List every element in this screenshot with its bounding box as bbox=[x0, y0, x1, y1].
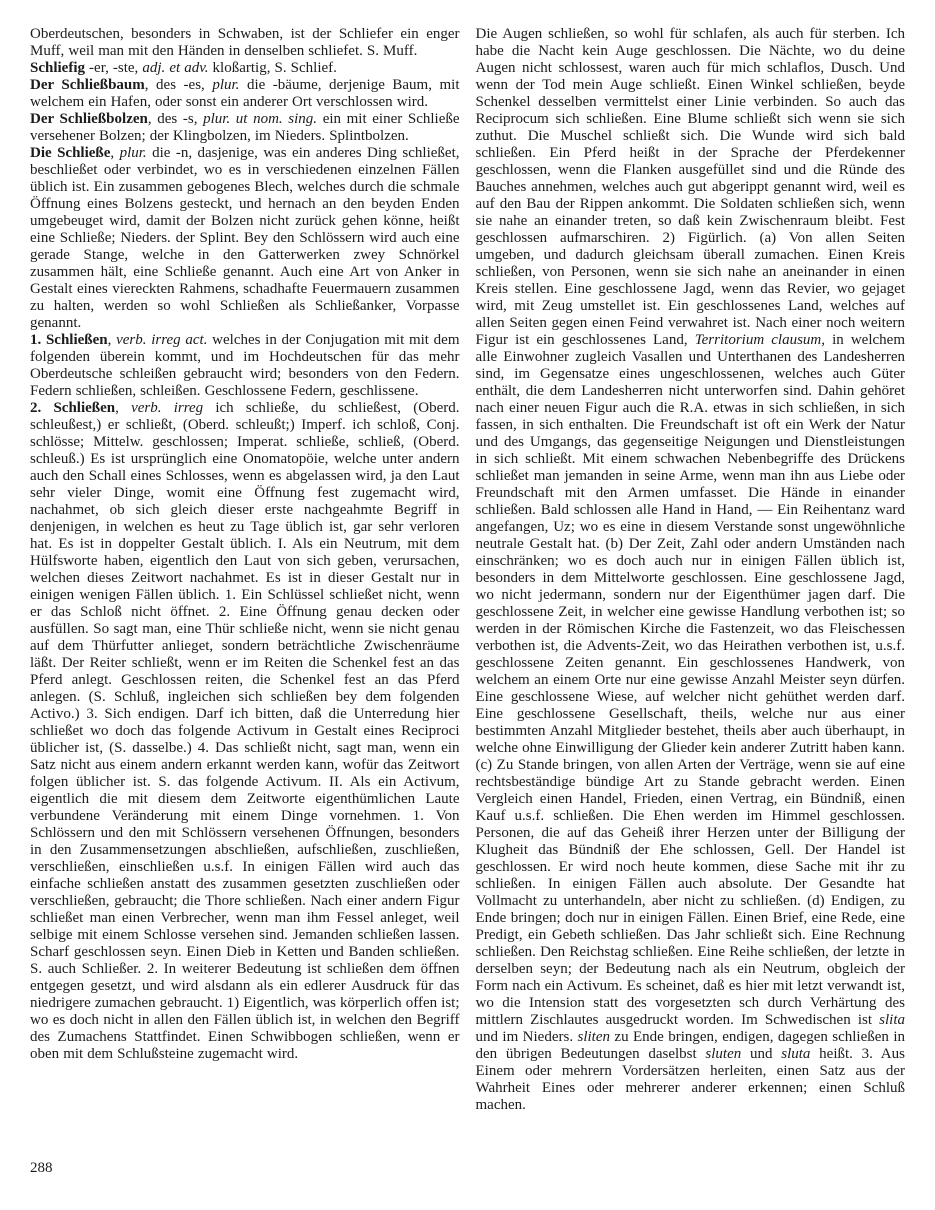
text-run: , bbox=[110, 145, 120, 161]
paragraph bbox=[30, 400, 460, 1063]
text-run: und bbox=[741, 1046, 782, 1062]
paragraph bbox=[30, 111, 460, 145]
text-run: Territorium clausum, bbox=[694, 332, 825, 348]
text-run: und im Nieders. bbox=[475, 1029, 578, 1045]
text-run: -er, -ste, bbox=[85, 60, 143, 76]
column-left bbox=[30, 26, 460, 1114]
text-run: heißt. 3. Aus Einem oder mehrern Vordersätzen herleiten, einen Satz aus der Wahrheit Eines oder mehrerer anderer erkennen; einen Schluß machen. bbox=[475, 1046, 905, 1113]
text-run: , des -s, bbox=[147, 111, 204, 127]
column-right bbox=[476, 26, 906, 1114]
page-number: 288 bbox=[30, 1160, 53, 1176]
paragraph bbox=[30, 26, 460, 60]
headword: Der Schließbaum bbox=[30, 77, 145, 93]
text-run: plur. ut nom. sing. bbox=[203, 111, 318, 127]
text-run: kloßartig, S. Schlief. bbox=[208, 60, 337, 76]
text-run: verb. irreg act. bbox=[116, 332, 208, 348]
headword: Schliefig bbox=[30, 60, 85, 76]
text-run: Die Augen schließen, so wohl für schlafen, als auch für sterben. Ich habe die Nacht kein Auge geschlossen. Die Nächte, wo du deine Augen nicht schlossest, waren auch für mich schlaflos, Dusch. Und wenn der Tod mein Auge schließt. Einen Winkel schließen, beyde Schenkel desselben vermittelst einer Linie verbinden. So auch das Reciprocum sich schließen. Eine Blume schließt sich wenn sie sich zuthut. Die Muschel schließt sich. Die Wunde wird sich bald schließen. Ein Pferd heißt in der Sprache der Pferdekenner geschlossen, wenn die Flanken ausgefüllet sind und die Ründe des Bauches annehmen, welches auch gut abgerippt genannt wird, weil es auf den Bau der Rippen ankommt. Die Soldaten schließen sich, wenn sie nahe an einander treten, so daß kein Zwischenraum bleibt. Fest geschlossen aufmarschiren. 2) Figürlich. (a) Von allen Seiten umgeben, und dadurch gleichsam überall zumachen. Einen Kreis schließen, von Personen, wenn sie sich nahe an aneinander in einen Kreis stellen. Eine geschlossene Jagd, wenn das Revier, wo gejaget wird, mit Zeug umstellet ist. Ein geschlossenes Land, welches auf allen Seiten gegen einen Feind verwahret ist. Nach einer noch weitern Figur ist ein geschlossenes Land, bbox=[475, 26, 905, 348]
text-run: plur. bbox=[212, 77, 240, 93]
headword: 2. Schließen bbox=[30, 400, 116, 416]
text-run: sluta bbox=[781, 1046, 811, 1062]
text-run: ich schließe, du schließest, (Oberd. schleußest,) er schließt, (Oberd. schleußt;) Imperf. ich schloß, Conj. schlösse; Mittelw. geschlossen; Imperat. schließe, schließ, (Oberd. schleuß.) Es ist ursprünglich eine Onomatopöie, welche unter andern auch den Schall eines Schlosses, wenn es abgelassen wird, ja den Laut sehr vieler Dinge, womit eine Öffnung fest zugemacht wird, nachahmet, ob sich gleich dieser erste nachgeahmte Begriff in denjenigen, in welchen es heut zu Tage üblich ist, gar sehr verloren hat. Es ist in doppelter Gestalt üblich. I. Als ein Neutrum, mit dem Hülfsworte haben, eigentlich den Laut von sich geben, verursachen, welchen dieses Zeitwort nachahmet. Es ist in dieser Gestalt nur in einigen wenigen Fällen üblich. 1. Ein Schlüssel schließet nicht, wenn er das Schloß nicht öffnet. 2. Eine Öffnung genau decken oder ausfüllen. So sagt man, eine Thür schließe nicht, wenn sie nicht genau auf dem Thürfutter anlieget, sondern beträchtliche Zwischenräume läßt. Der Reiter schließt, wenn er im Reiten die Schenkel fest an das Pferd anlegt. Geschlossen reiten, die Schenkel fest an das Pferd anlegen. (S. Schluß, ingleichen sich schließen bey dem folgenden Activo.) 3. Sich endigen. Darf ich bitten, daß die Unterredung hier schließet wo doch das folgende Activum in Gestalt eines Reciproci üblicher ist, (S. dasselbe.) 4. Das schließt nicht, sagt man, wenn ein Satz nicht aus einem andern erkannt werden kann, wofür das Zeitwort folgen üblicher ist. S. das folgende Activum. II. Als ein Activum, eigentlich die mit diesem dem Zeitworte eigenthümlichen Laute verbundene Veränderung mit einem Dinge vornehmen. 1. Von Schlössern und den mit Schlössern versehenen Öffnungen, besonders in den Zusammensetzungen abschließen, aufschließen, zuschließen, verschließen, einschließen u.s.f. In einigen Fällen wird auch das einfache schließen anstatt des zusammen gesetzten zuschließen oder verschließen, gebraucht; die Thore schließen. Nach einer andern Figur schließet man einen Verbrecher, wenn man ihm Fessel anleget, weil selbige mit einem Schlosse versehen sind. Jemanden schließen lassen. Scharf geschlossen seyn. Einen Dieb in Ketten und Banden schließen. S. auch Schließer. 2. In weiterer Bedeutung ist schließen dem öffnen entgegen gesetzt, und wird alsdann als ein edlerer Ausdruck für das niedrigere zumachen gebraucht. 1) Eigentlich, was körperlich offen ist; wo es doch nicht in allen den Fällen üblich ist, in welchen den Begriff des Zumachens Stattfindet. Einen Schwibbogen schließen, wenn er oben mit dem Schlußsteine zugemacht wird. bbox=[30, 400, 460, 1062]
text-run: verb. irreg bbox=[131, 400, 204, 416]
text-run: die -bäume, derjenige Baum, mit welchem ein Hafen, oder sonst ein anderer Ort verschlossen wird. bbox=[30, 77, 460, 110]
text-run: , bbox=[115, 400, 132, 416]
text-run: die -n, dasjenige, was ein anderes Ding schließet, beschließet oder verbindet, wo es in verschiedenen einzelnen Fällen üblich ist. Ein zusammen gebogenes Blech, welches durch die schmale Öffnung eines Bolzens gesteckt, und hernach an den beyden Enden umgebeuget wird, damit der Bolzen nicht zurück gehen könne, heißt eine Schließe; Nieders. der Splint. Bey den Schlössern wird auch eine gerade Stange, welche in den Gatterwerken zwey Schnörkel zusammen hält, eine Schließe genannt. Auch eine Art von Anker in Gestalt eines viereckten Rahmens, schadhafte Feuermauern zusammen zu halten, werden so wohl Schließen als Schließanker, Vorpasse genannt. bbox=[30, 145, 460, 331]
paragraph bbox=[30, 145, 460, 332]
headword: 1. Schließen bbox=[30, 332, 108, 348]
paragraph bbox=[30, 77, 460, 111]
text-run: Oberdeutschen, besonders in Schwaben, ist der Schliefer ein enger Muff, weil man mit den Händen in denselben schliefet. S. Muff. bbox=[30, 26, 460, 59]
text-run: slita bbox=[879, 1012, 905, 1028]
text-run: zu Ende bringen, endigen, dagegen schließen in den übrigen Bedeutungen daselbst bbox=[475, 1029, 905, 1062]
text-run: ein mit einer Schließe versehener Bolzen; der Klingbolzen, im Nieders. Splintbolzen. bbox=[30, 111, 460, 144]
headword: Die Schließe bbox=[30, 145, 111, 161]
text-run: , des -es, bbox=[144, 77, 213, 93]
text-run: , bbox=[107, 332, 117, 348]
text-run: adj. et adv. bbox=[142, 60, 209, 76]
text-run: sluten bbox=[705, 1046, 742, 1062]
text-run: welches in der Conjugation mit mit dem folgenden überein kommt, und im Hochdeutschen für das mehr Oberdeutsche schleißen gebraucht wird; besonders von den Federn. Federn schließen, schleißen. Geschlossene Federn, geschlissene. bbox=[30, 332, 460, 399]
text-run: in welchem alle Einwohner zugleich Vasallen und Unterthanen des Landesherren sind, im Gegensatze eines ungeschlossenen, welches auch Güter enthält, die dem Landesherren nicht unterworfen sind. Dahin gehöret nach einer neuen Figur auch die R.A. etwas in sich schließen, in sich fassen, in sich enthalten. Die Freundschaft ist oft ein Werk der Natur und des Umgangs, das gegenseitige Neigungen und Dienstleistungen in sich schließt. Mit einem schwachen Nebenbegriffe des Drückens schließet man jemanden in seine Arme, wenn man ihn aus Liebe oder Freundschaft mit den Armen umfasset. Die Hände in einander schließen. Bald schlossen alle Hand in Hand, — Ein Reihentanz ward angefangen, Uz; wo es eine in diesem Verstande sonst ungewöhnliche neutrale Gestalt hat. (b) Der Zeit, Zahl oder andern Umständen nach einschränken; wo es doch auch nur in einigen Fällen üblich ist, besonders in dem Mittelworte geschlossen. Eine geschlossene Jagd, wo nicht jedermann, sondern nur der Eigenthümer jagen darf. Die geschlossene Zeit, in welcher eine gewisse Handlung verbothen ist; so werden in der Römischen Kirche die Fastenzeit, wo das Fleischessen verbothen ist, die Advents-Zeit, wo das Heirathen verbothen ist, u.s.f. geschlossene Zeiten genannt. Ein geschlossenes Handwerk, von welchem an einem Orte nur eine gewisse Anzahl Meister seyn dürfen. Eine geschlossene Wiese, auf welcher nicht gehüthet werden darf. Eine geschlossene Gesellschaft, theils, welche nur aus einer bestimmten Anzahl Mitglieder bestehet, theils aber auch überhaupt, in welche ohne Einwilligung der Glieder kein anderer Zutritt haben kann. (c) Zu Stande bringen, von allen Arten der Verträge, wenn sie auf eine rechtsbeständige bündige Art zu Stande gebracht werden. Einen Vergleich einen Handel, Frieden, einen Vertrag, ein Bündniß, einen Kauf u.s.f. schließen. Die Ehen werden im Himmel geschlossen. Personen, die auf das Geheiß ihrer Herzen unter der Billigung der Klugheit das Bündniß der Ehe schlossen, Gell. Der Handel ist geschlossen. Er wird noch heute kommen, diese Sache mit ihr zu schließen. In einigen Fällen auch absolute. Der Gesandte hat Vollmacht zu unterhandeln, aber nicht zu schließen. (d) Endigen, zu Ende bringen; doch nur in einigen Fällen. Einen Brief, eine Rede, eine Predigt, ein Gebeth schließen. Das Jahr schließt sich. Eine Rechnung schließen. Den Reichstag schließen. Eine Reihe schließen, der letzte in derselben seyn; der Bedeutung nach als ein Neutrum, obgleich der Form nach ein Activum. Es scheinet, daß es hier mit letzt verwandt ist, wo die Intension statt des vorgesetzten sch durch Verhärtung des mittlern Zischlautes ausgedruckt worden. Im Schwedischen ist bbox=[475, 332, 905, 1028]
paragraph bbox=[30, 60, 460, 77]
paragraph bbox=[476, 26, 906, 1114]
headword: Der Schließbolzen bbox=[30, 111, 148, 127]
text-run: sliten bbox=[577, 1029, 610, 1045]
paragraph bbox=[30, 332, 460, 400]
text-run: plur. bbox=[119, 145, 147, 161]
